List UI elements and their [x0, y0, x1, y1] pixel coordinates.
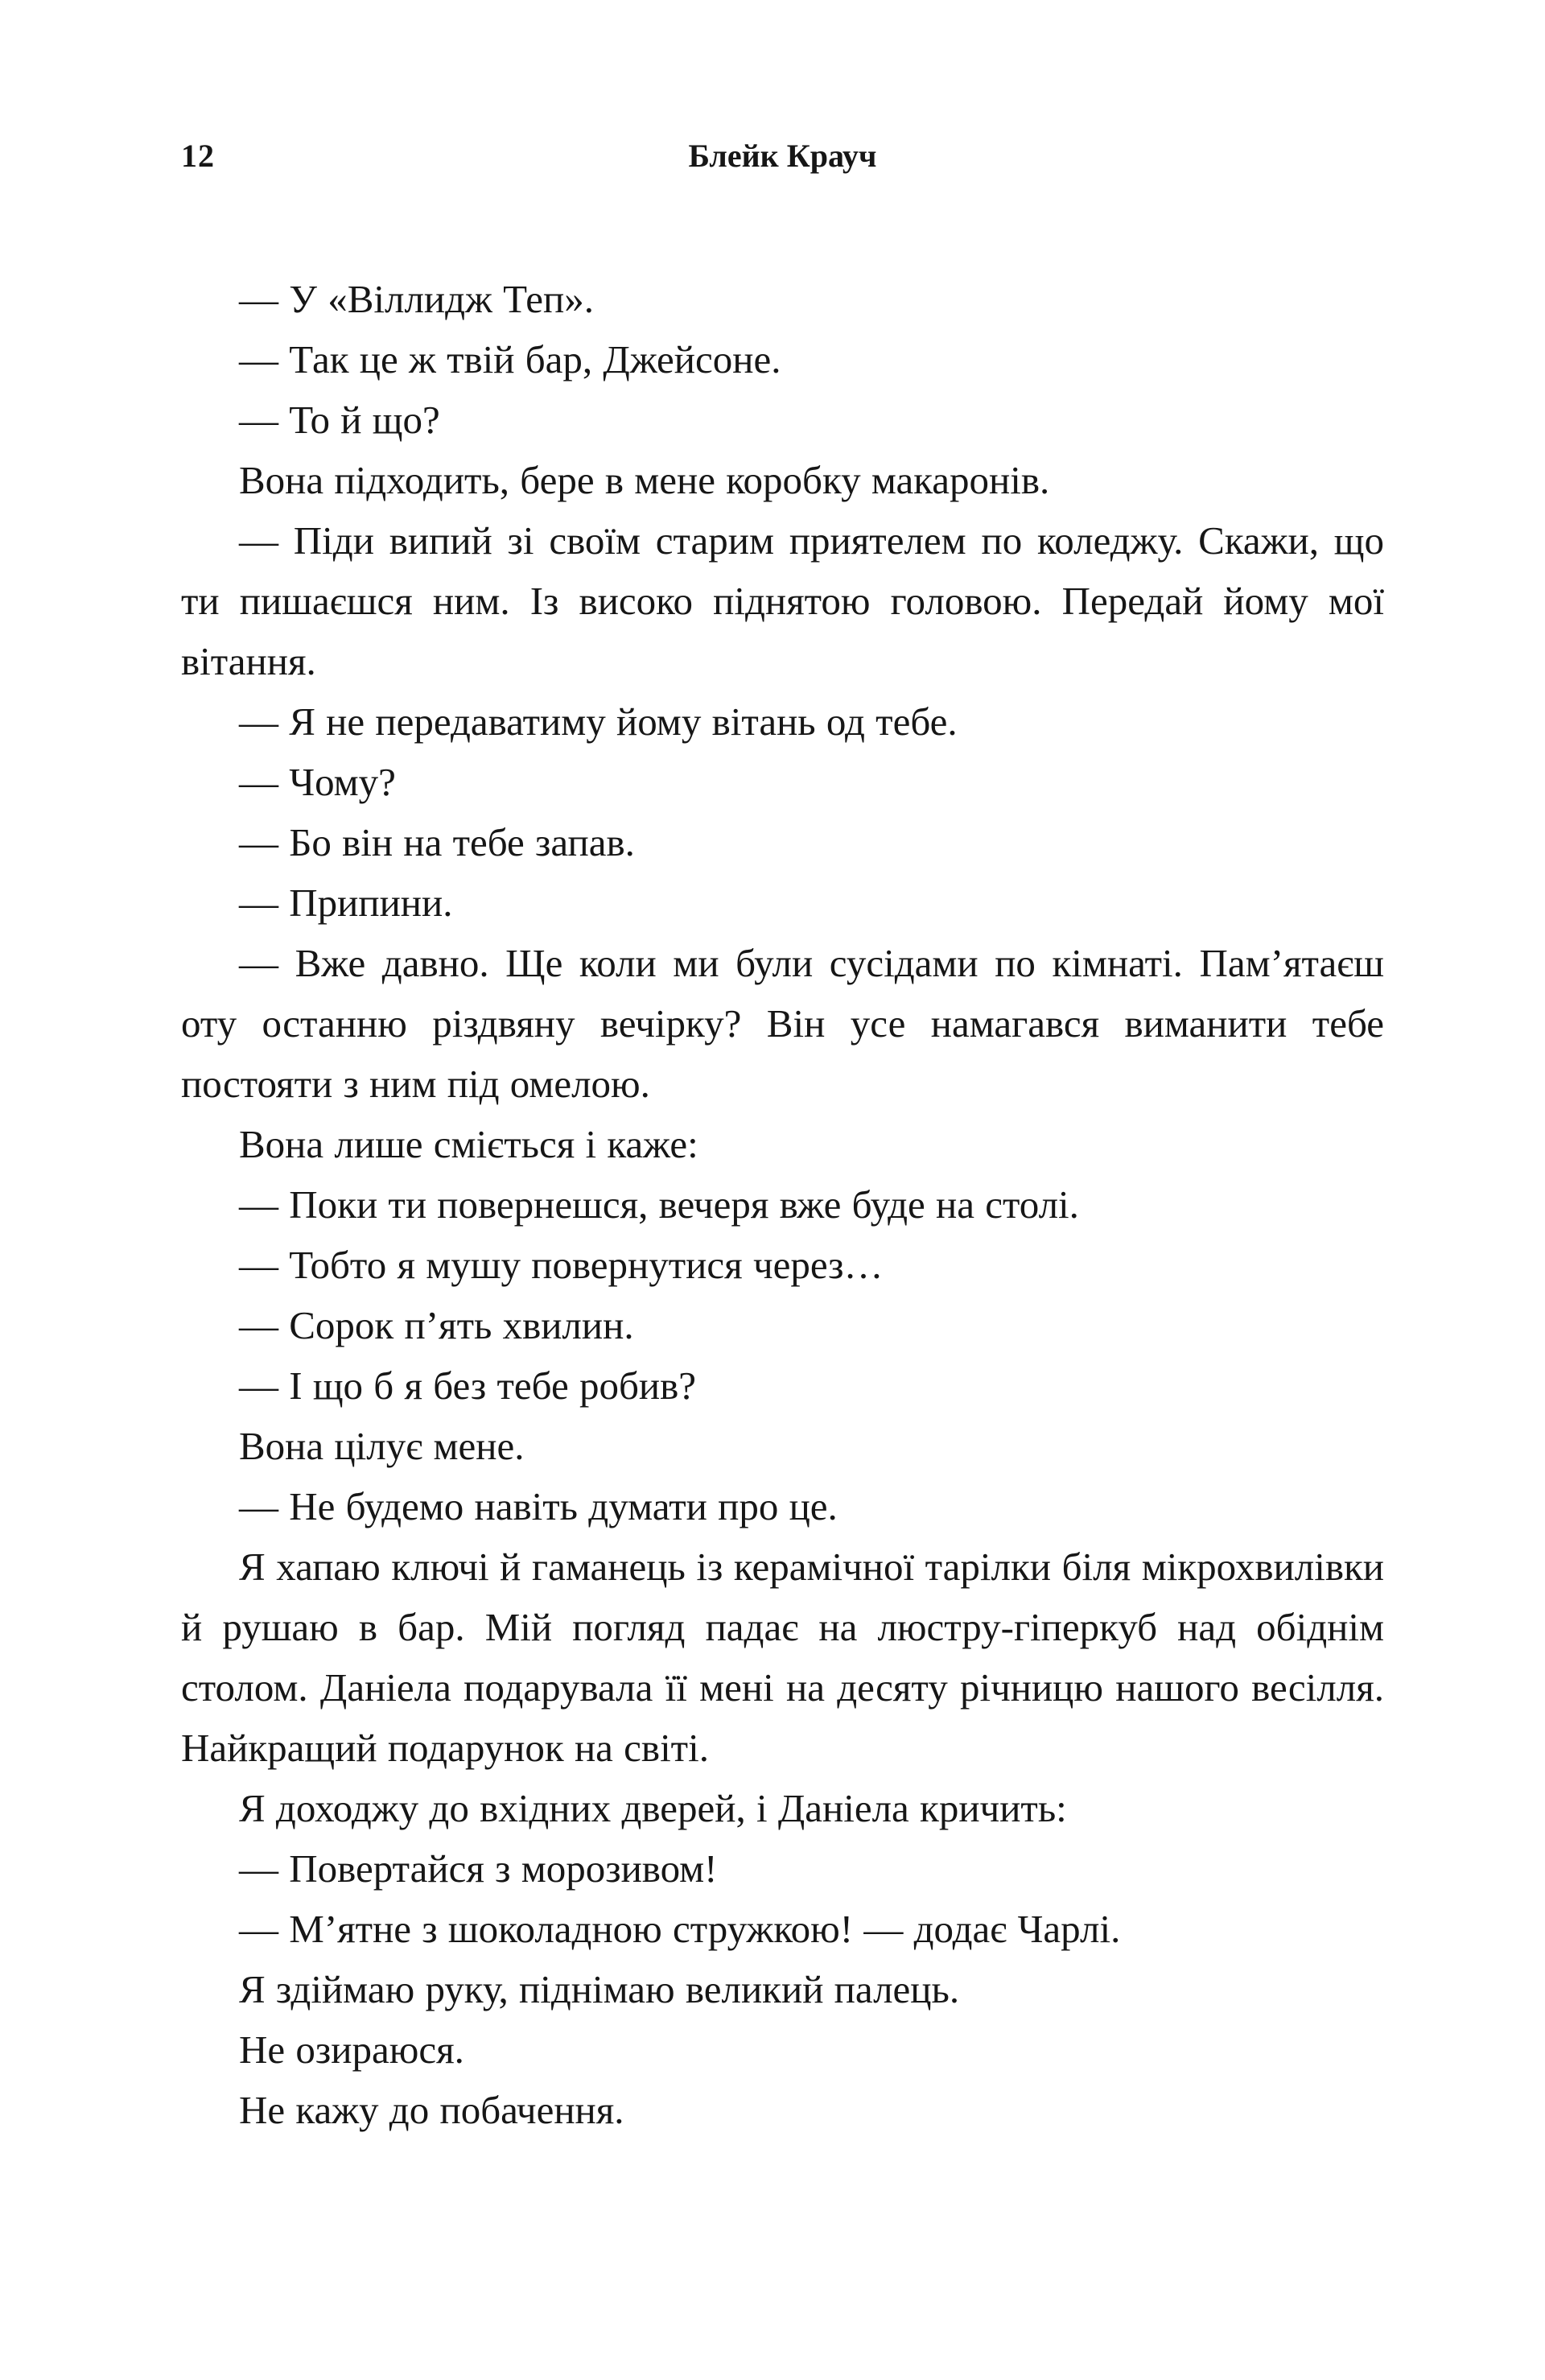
- paragraph: — То й що?: [239, 398, 440, 442]
- paragraph: Я хапаю ключі й гаманець із керамічної тарілки біля мікрохвилівки й рушаю в бар. Мій погляд падає на люстру-гіперкуб над обіднім столом. Даніела подарувала її мені на десяту річницю нашого весілля. Найкращий подарунок на світі.: [181, 1545, 1384, 1770]
- paragraph: Вона підходить, бере в мене коробку макаронів.: [239, 458, 1050, 502]
- paragraph: Вона лише сміється і каже:: [239, 1122, 698, 1166]
- paragraph: — Припини.: [239, 881, 453, 925]
- paragraph: — Вже давно. Ще коли ми були сусідами по кімнаті. Пам’ятаєш оту останню різдвяну вечірку? Він усе намагався виманити тебе постояти з ним під омелою.: [181, 941, 1384, 1106]
- paragraph: — Сорок п’ять хвилин.: [239, 1303, 634, 1347]
- paragraph: Не озираюся.: [239, 2027, 464, 2072]
- paragraph: — Я не передаватиму йому вітань од тебе.: [239, 699, 958, 744]
- paragraph: — Не будемо навіть думати про це.: [239, 1484, 838, 1528]
- paragraph: — Поки ти повернешся, вечеря вже буде на столі.: [239, 1182, 1079, 1227]
- paragraph: Я доходжу до вхідних дверей, і Даніела кричить:: [239, 1786, 1067, 1830]
- paragraph: — Піди випий зі своїм старим приятелем по коледжу. Скажи, що ти пишаєшся ним. Із високо піднятою головою. Передай йому мої вітання.: [181, 518, 1384, 683]
- paragraph: — І що б я без тебе робив?: [239, 1363, 696, 1408]
- paragraph: — Бо він на тебе запав.: [239, 820, 635, 864]
- paragraph: Я здіймаю руку, піднімаю великий палець.: [239, 1967, 960, 2011]
- page-body: [181, 269, 1384, 2140]
- running-head-author: Блейк Крауч: [688, 138, 877, 174]
- paragraph: — Чому?: [239, 760, 396, 804]
- paragraph: — М’ятне з шоколадною стружкою! — додає Чарлі.: [239, 1907, 1121, 1951]
- paragraph: Не кажу до побачення.: [239, 2088, 624, 2132]
- paragraph: Вона цілує мене.: [239, 1424, 525, 1468]
- page-header: [181, 137, 1384, 175]
- paragraph: — Тобто я мушу повернутися через…: [239, 1243, 884, 1287]
- page-number: 12: [181, 138, 215, 174]
- paragraph: — У «Віллидж Теп».: [239, 277, 594, 321]
- paragraph: — Повертайся з морозивом!: [239, 1846, 718, 1891]
- paragraph: — Так це ж твій бар, Джейсоне.: [239, 337, 781, 382]
